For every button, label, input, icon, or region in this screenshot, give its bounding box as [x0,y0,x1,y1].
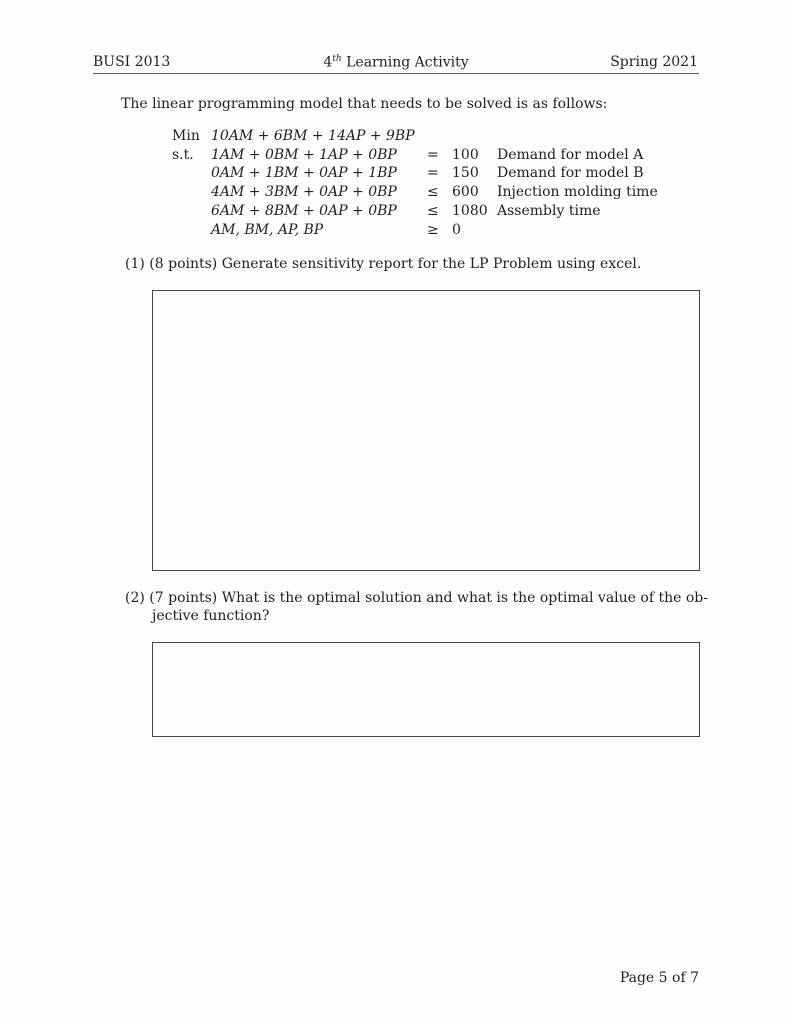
constraint-expression: 0AM + 1BM + 0AP + 1BP [211,165,397,181]
header-activity-sup: th [332,54,342,64]
nonnegativity-expression: AM, BM, AP, BP [211,222,324,238]
header-activity-title: Learning Activity [341,54,469,71]
constraint-expression: 6AM + 8BM + 0AP + 0BP [211,203,397,219]
constraint-expression: 1AM + 0BM + 1AP + 0BP [211,147,397,163]
header-course: BUSI 2013 [93,54,171,70]
question-1 [125,256,641,272]
subject-to-label: s.t. [172,147,194,163]
objective-label: Min [172,128,200,144]
constraint-rhs: 1080 [452,203,488,219]
constraint-relation: ≤ [427,184,439,200]
question-1-number: (1) [125,256,145,272]
question-2-number: (2) [125,590,145,606]
header-activity-number: 4 [323,54,333,71]
question-1-text: (8 points) Generate sensitivity report for the LP Problem using excel. [149,256,642,272]
intro-text: The linear programming model that needs to be solved is as follows: [121,96,608,112]
objective-expression: 10AM + 6BM + 14AP + 9BP [211,128,415,144]
answer-box-1[interactable] [152,290,700,571]
nonnegativity-rhs: 0 [452,222,461,238]
constraint-relation: = [427,165,439,181]
constraint-relation: = [427,147,439,163]
question-2-text-line1: (7 points) What is the optimal solution and what is the optimal value of the ob- [149,590,708,606]
question-2 [125,590,708,606]
constraint-description: Demand for model B [497,165,644,181]
page-number: Page 5 of 7 [619,970,699,986]
nonnegativity-relation: ≥ [427,222,439,238]
answer-box-2[interactable] [152,642,700,737]
constraint-rhs: 600 [452,184,479,200]
constraint-expression: 4AM + 3BM + 0AP + 0BP [211,184,397,200]
constraint-rhs: 100 [452,147,479,163]
constraint-description: Assembly time [497,203,601,219]
constraint-description: Injection molding time [497,184,658,200]
constraint-rhs: 150 [452,165,479,181]
constraint-relation: ≤ [427,203,439,219]
constraint-description: Demand for model A [497,147,644,163]
question-2-text-line2: jective function? [152,608,270,624]
header-term: Spring 2021 [610,54,698,70]
header-rule [93,73,699,74]
